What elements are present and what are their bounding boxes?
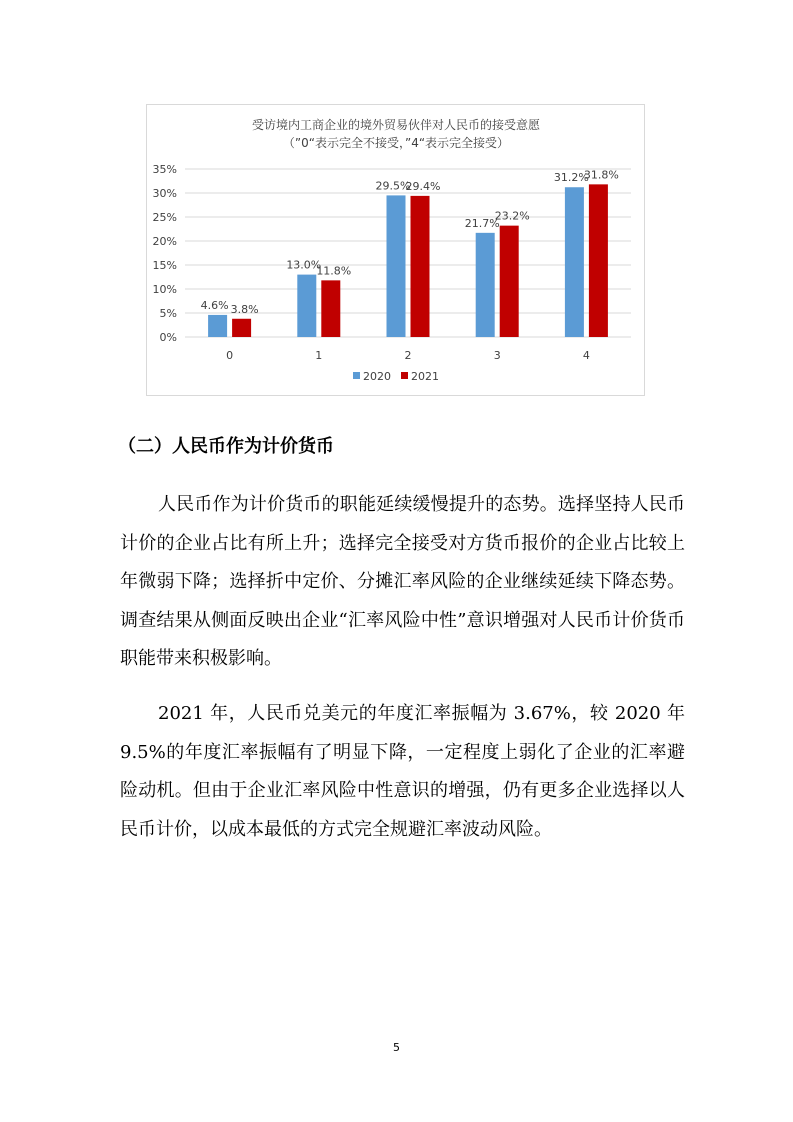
bar-2020-4 [565, 187, 584, 337]
chart-canvas [147, 105, 646, 397]
chart-subtitle: （”0“表示完全不接受，”4“表示完全接受） [282, 136, 510, 150]
data-label: 4.6% [200, 298, 229, 312]
section-heading: （二）人民币作为计价货币 [118, 436, 334, 457]
y-tick-label: 25% [152, 211, 177, 224]
page-number: 5 [393, 1041, 400, 1054]
paragraph-1: 人民币作为计价货币的职能延续缓慢提升的态势。选择坚持人民币计价的企业占比有所上升；选择完全接受对方货币报价的企业占比较上年微弱下降；选择折中定价、分摊汇率风险的企业继续延续下降态势。调查结果从侧面反映出企业“汇率风险中性”意识增强对人民币计价货币职能带来积极影响。 [120, 494, 685, 669]
data-label: 29.5% [375, 179, 411, 193]
x-axis [226, 349, 590, 362]
x-tick-label: 4 [582, 349, 590, 362]
y-tick-label: 0% [159, 331, 177, 344]
y-tick-label: 15% [152, 259, 177, 272]
legend-label-2020: 2020 [363, 370, 391, 383]
x-tick-label: 1 [315, 349, 323, 362]
data-label: 29.4% [405, 179, 441, 193]
y-axis [153, 163, 177, 344]
bar-2021-2 [411, 196, 430, 337]
y-tick-label: 10% [152, 283, 177, 296]
bar-2020-2 [387, 195, 406, 337]
legend-swatch-2020 [353, 372, 360, 379]
bar-2020-0 [208, 315, 227, 337]
y-tick-label: 30% [152, 187, 177, 200]
y-tick-label: 5% [159, 307, 177, 320]
data-label: 31.2% [553, 171, 589, 185]
data-label: 13.0% [286, 258, 322, 272]
data-label: 3.8% [230, 302, 259, 316]
chart-legend [353, 370, 439, 383]
x-tick-label: 2 [404, 349, 412, 362]
chart-title: 受访境内工商企业的境外贸易伙伴对人民币的接受意愿 [251, 118, 541, 132]
legend-swatch-2021 [401, 372, 408, 379]
chart-data-labels [201, 168, 619, 315]
x-tick-label: 3 [493, 349, 501, 362]
legend-label-2021: 2021 [411, 370, 439, 383]
paragraph-2: 2021 年，人民币兑美元的年度汇率振幅为 3.67%，较 2020 年 9.5%的年度汇率振幅有了明显下降，一定程度上弱化了企业的汇率避险动机。但由于企业汇率风险中性意识的增强，仍有更多企业选择以人民币计价，以成本最低的方式完全规避汇率波动风险。 [120, 703, 685, 840]
data-label: 21.7% [464, 216, 500, 230]
y-tick-label: 35% [152, 163, 177, 176]
data-label: 31.8% [583, 168, 619, 182]
bar-chart [146, 104, 645, 396]
y-tick-label: 20% [152, 235, 177, 248]
x-tick-label: 0 [226, 349, 234, 362]
bar-2021-3 [500, 226, 519, 337]
bar-2021-1 [321, 280, 340, 337]
chart-bars [208, 184, 608, 337]
bar-2020-3 [476, 233, 495, 337]
bar-2021-0 [232, 319, 251, 337]
data-label: 11.8% [316, 264, 352, 278]
bar-2021-4 [589, 184, 608, 337]
data-label: 23.2% [494, 209, 530, 223]
bar-2020-1 [297, 275, 316, 337]
